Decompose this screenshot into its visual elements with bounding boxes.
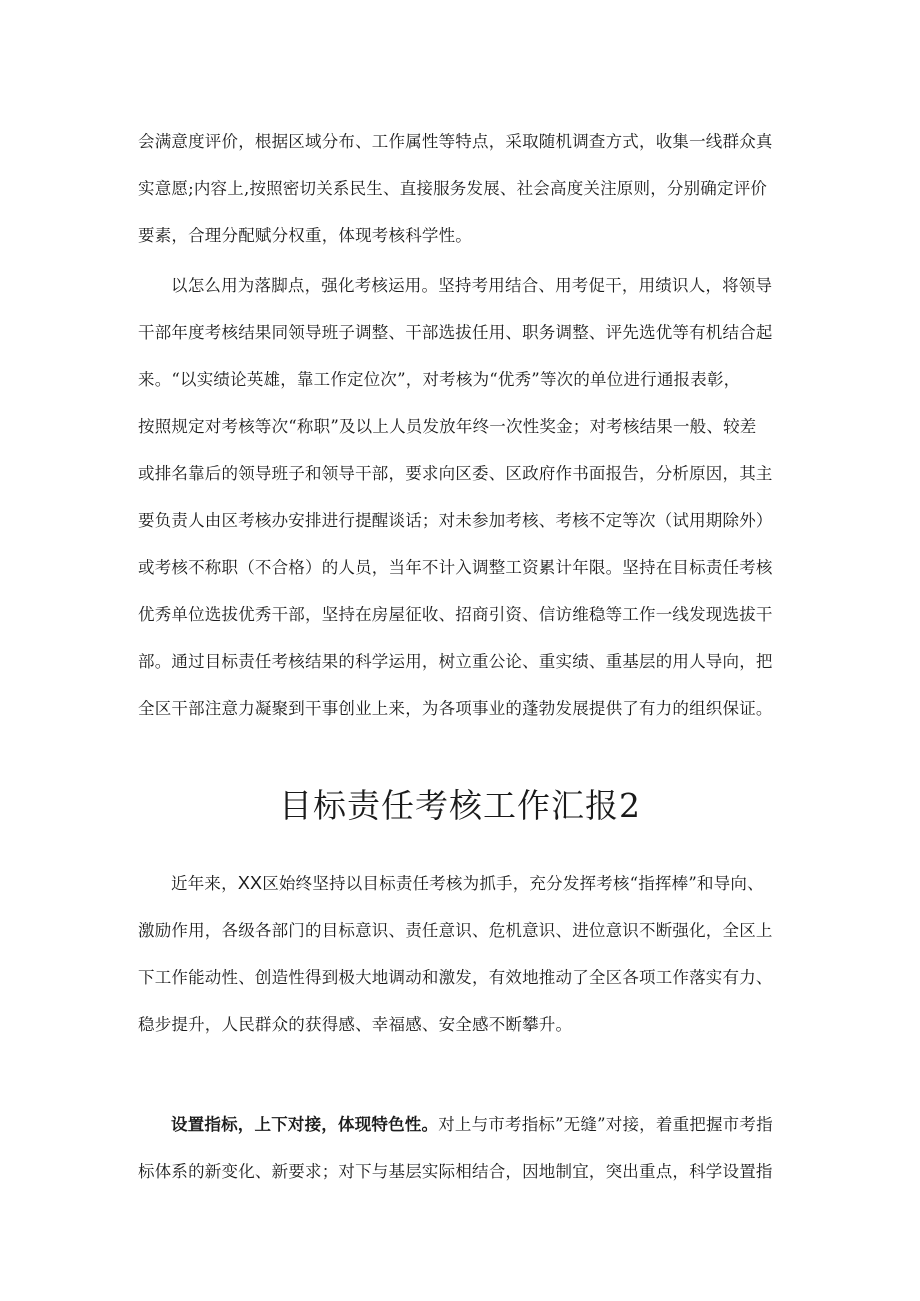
paragraph-line: 按照规定对考核等次“称职”及以上人员发放年终一次性奖金；对考核结果一般、较差	[138, 417, 757, 436]
paragraph-line: 下工作能动性、创造性得到极大地调动和激发，有效地推动了全区各项工作落实有力、	[138, 968, 773, 987]
paragraph-line: 会满意度评价，根据区域分布、工作属性等特点，采取随机调查方式，收集一线群众真	[138, 132, 773, 151]
paragraph-line	[138, 860, 788, 907]
paragraph-assessment-usage	[138, 262, 788, 732]
paragraph-line: 稳步提升，人民群众的获得感、幸福感、安全感不断攀升。	[138, 1015, 573, 1034]
paragraph-intro	[138, 860, 788, 1048]
bold-lead-phrase: 设置指标，上下对接，体现特色性。	[171, 1115, 439, 1134]
paragraph-line: 优秀单位选拔优秀干部，坚持在房屋征收、招商引资、信访维稳等工作一线发现选拔干	[138, 605, 773, 624]
line-prefix: 近年来，	[171, 874, 238, 893]
line-suffix: 区始终坚持以目标责任考核为抓手，充分发挥考核“指挥棒”和导向、	[262, 874, 764, 893]
section-heading: 目标责任考核工作汇报2	[279, 786, 641, 825]
paragraph-line: 以怎么用为落脚点，强化考核运用。坚持考用结合、用考促干，用绩识人，将领导	[171, 276, 773, 295]
line-rest: 对上与市考指标”无缝”对接，着重把握市考指	[438, 1115, 773, 1134]
district-code: XX	[237, 873, 263, 893]
paragraph-evaluation	[138, 118, 788, 259]
paragraph-line: 全区干部注意力凝聚到干事创业上来，为各项事业的蓬勃发展提供了有力的组织保证。	[138, 699, 773, 718]
paragraph-line: 要素，合理分配赋分权重，体现考核科学性。	[138, 226, 472, 245]
paragraph-line: 标体系的新变化、新要求；对下与基层实际相结合，因地制宜，突出重点，科学设置指	[138, 1162, 773, 1181]
paragraph-indicators	[138, 1101, 788, 1195]
paragraph-line: 实意愿;内容上,按照密切关系民生、直接服务发展、社会高度关注原则，分别确定评价	[138, 179, 768, 198]
paragraph-line: 部。通过目标责任考核结果的科学运用，树立重公论、重实绩、重基层的用人导向，把	[138, 652, 773, 671]
paragraph-line: 来。“以实绩论英雄，靠工作定位次”，对考核为“优秀”等次的单位进行通报表彰，	[138, 370, 741, 389]
paragraph-line: 或排名靠后的领导班子和领导干部，要求向区委、区政府作书面报告，分析原因，其主	[138, 464, 773, 483]
paragraph-line: 或考核不称职（不合格）的人员，当年不计入调整工资累计年限。坚持在目标责任考核	[138, 558, 773, 577]
paragraph-line: 干部年度考核结果同领导班子调整、干部选拔任用、职务调整、评先选优等有机结合起	[138, 323, 773, 342]
paragraph-line: 激励作用，各级各部门的目标意识、责任意识、危机意识、进位意识不断强化，全区上	[138, 921, 773, 940]
paragraph-line	[138, 1101, 788, 1148]
paragraph-line: 要负责人由区考核办安排进行提醒谈话；对未参加考核、考核不定等次（试用期除外）	[138, 511, 773, 530]
